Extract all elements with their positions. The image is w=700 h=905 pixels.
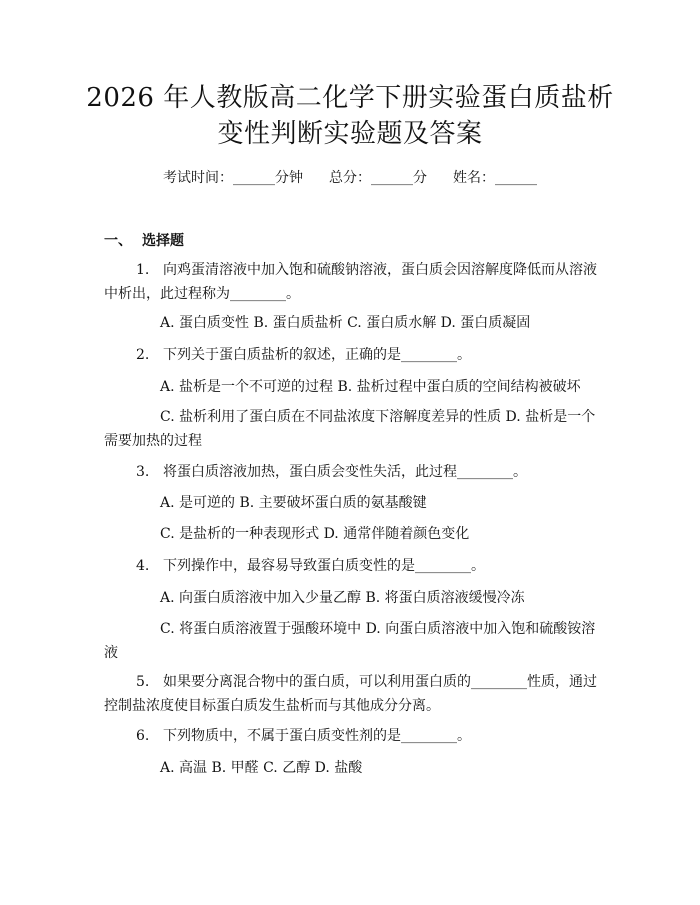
question-1 <box>104 258 604 306</box>
question-1-options-1: A. 蛋白质变性 B. 蛋白质盐析 C. 蛋白质水解 D. 蛋白质凝固 <box>160 315 531 331</box>
question-4-options-2: C. 将蛋白质溶液置于强酸环境中 D. 向蛋白质溶液中加入饱和硫酸铵溶液 <box>104 621 596 661</box>
question-4 <box>104 554 604 578</box>
question-2 <box>104 343 604 367</box>
question-6 <box>104 724 604 748</box>
question-text: 如果要分离混合物中的蛋白质，可以利用蛋白质的________性质，通过控制盐浓度使目标蛋白质发生盐析而与其他成分分离。 <box>104 674 597 714</box>
page-title-line-1: 2026 年人教版高二化学下册实验蛋白质盐析 <box>86 83 614 113</box>
question-number: 5. <box>136 674 150 690</box>
question-text: 将蛋白质溶液加热，蛋白质会变性失活，此过程________。 <box>163 464 527 480</box>
section-title: 选择题 <box>142 233 184 249</box>
question-2-options-1: A. 盐析是一个不可逆的过程 B. 盐析过程中蛋白质的空间结构被破坏 <box>160 379 581 395</box>
question-text: 下列操作中，最容易导致蛋白质变性的是________。 <box>163 558 485 574</box>
question-5 <box>104 670 604 718</box>
question-number: 6. <box>136 728 150 744</box>
page-title-line-2: 变性判断实验题及答案 <box>217 119 483 149</box>
question-text: 下列物质中，不属于蛋白质变性剂的是________。 <box>163 728 471 744</box>
question-text: 向鸡蛋清溶液中加入饱和硫酸钠溶液，蛋白质会因溶解度降低而从溶液中析出，此过程称为________。 <box>104 262 597 302</box>
question-3 <box>104 460 604 484</box>
exam-name-field: 姓名：______ <box>453 170 537 186</box>
exam-score-field: 总分：______分 <box>329 170 427 186</box>
question-number: 3. <box>136 464 150 480</box>
section-heading <box>104 230 184 250</box>
question-text: 下列关于蛋白质盐析的叙述，正确的是________。 <box>163 347 471 363</box>
question-2-options-2: C. 盐析利用了蛋白质在不同盐浓度下溶解度差异的性质 D. 盐析是一个需要加热的过程 <box>104 409 596 449</box>
exam-meta <box>0 168 700 188</box>
question-3-options-2: C. 是盐析的一种表现形式 D. 通常伴随着颜色变化 <box>160 526 470 542</box>
question-number: 2. <box>136 347 150 363</box>
question-4-options-1: A. 向蛋白质溶液中加入少量乙醇 B. 将蛋白质溶液缓慢冷冻 <box>160 590 525 606</box>
question-3-options-1: A. 是可逆的 B. 主要破坏蛋白质的氨基酸键 <box>160 495 427 511</box>
question-number: 4. <box>136 558 150 574</box>
question-number: 1. <box>136 262 150 278</box>
exam-time-field: 考试时间：______分钟 <box>163 170 303 186</box>
question-6-options-1: A. 高温 B. 甲醛 C. 乙醇 D. 盐酸 <box>160 760 363 776</box>
section-number: 一、 <box>104 233 132 249</box>
